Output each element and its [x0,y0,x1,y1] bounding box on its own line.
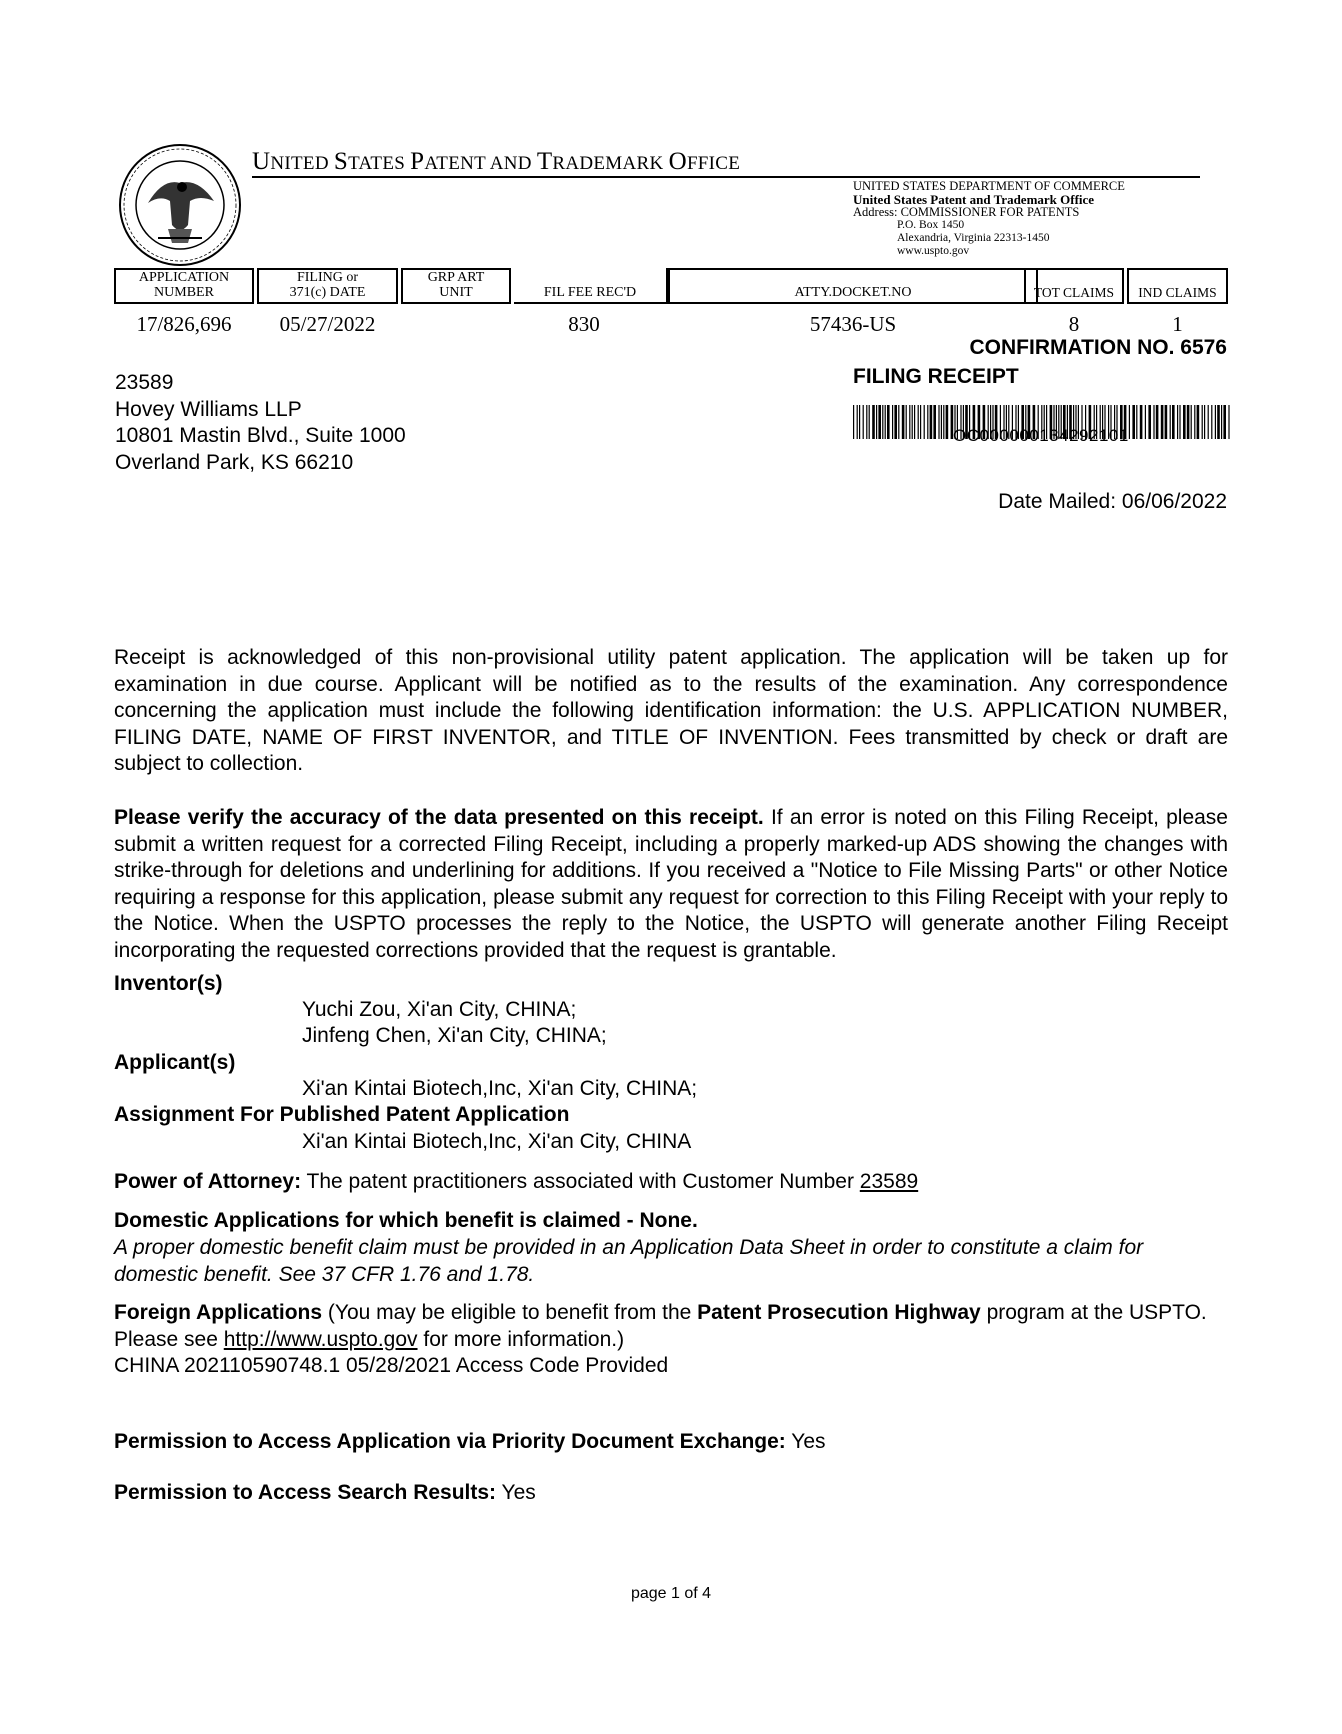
verify-bold: Please verify the accuracy of the data presented on this receipt. [114,806,764,829]
customer-number: 23589 [115,371,174,394]
header-atty-docket: ATTY.DOCKET.NO [668,268,1038,304]
applicant-1: Xi'an Kintai Biotech,Inc, Xi'an City, CHINA; [302,1077,698,1100]
foreign-text-2: program at the USPTO. Please see [114,1301,1207,1351]
header-filing-date: FILING or 371(c) DATE [257,268,398,304]
inventor-2: Jinfeng Chen, Xi'an City, CHINA; [302,1024,607,1047]
foreign-text-1: (You may be eligible to benefit from the [322,1301,698,1324]
city-state-zip: Overland Park, KS 66210 [115,450,354,474]
pde-label: Permission to Access Application via Priority Document Exchange: [114,1430,786,1453]
agency-name: United States Patent and Trademark Office [853,192,1095,207]
assignment-entry: Xi'an Kintai Biotech,Inc, Xi'an City, CHINA [302,1130,692,1153]
inventors-label: Inventor(s) [114,972,223,995]
value-fil-fee: 830 [568,312,600,336]
pde-value: Yes [785,1430,826,1453]
value-atty-docket: 57436-US [809,312,897,336]
foreign-applications [114,1300,1228,1353]
application-header-table [114,268,1228,308]
city-line: Alexandria, Virginia 22313-1450 [897,232,1050,244]
value-filing-date: 05/27/2022 [279,312,376,336]
firm-name: Hovey Williams LLP [115,397,302,421]
pph-label: Patent Prosecution Highway [697,1301,981,1324]
receipt-paragraph: Receipt is acknowledged of this non-provisional utility patent application. The application will be taken up for examination in due course. Applicant will be notified as to the results of the examination. Any correspondence concerning the application must include the following identification information: the U.S. APPLICATION NUMBER, FILING DATE, NAME OF FIRST INVENTOR, and TITLE OF INVENTION. Fees transmitted by check or draft are subject to collection. [114,646,1228,776]
foreign-entry: CHINA 202110590748.1 05/28/2021 Access Code Provided [114,1354,669,1377]
value-tot-claims: 8 [1068,312,1080,336]
search-value: Yes [496,1481,536,1504]
uspto-seal-icon [118,143,242,267]
verify-paragraph [114,805,1228,965]
office-title: UNITED STATES PATENT AND TRADEMARK OFFICE [252,148,741,175]
header-grp-art-unit: GRP ART UNIT [401,268,511,304]
search-results-permission [114,1480,1228,1507]
header-ind-claims: IND CLAIMS [1127,268,1228,304]
page-number: page 1 of 4 [630,1585,712,1602]
filing-receipt-title: FILING RECEIPT [853,365,1019,388]
street-address: 10801 Mastin Blvd., Suite 1000 [115,424,406,447]
assignment-label: Assignment For Published Patent Application [114,1103,570,1126]
inventor-1: Yuchi Zou, Xi'an City, CHINA; [302,998,577,1021]
date-mailed: Date Mailed: 06/06/2022 [998,490,1227,513]
domestic-note: A proper domestic benefit claim must be provided in an Application Data Sheet in order to constitute a claim for domestic benefit. See 37 CFR 1.76 and 1.78. [114,1236,1144,1286]
po-box: P.O. Box 1450 [897,219,965,231]
priority-doc-exchange [114,1429,1228,1456]
poa-label: Power of Attorney: [114,1170,302,1193]
confirmation-number: CONFIRMATION NO. 6576 [969,336,1227,359]
header-application-number: APPLICATION NUMBER [114,268,254,304]
poa-customer-number: 23589 [859,1170,919,1193]
header-fil-fee: FIL FEE REC'D [514,268,668,304]
value-application-number: 17/826,696 [136,312,232,336]
website: www.uspto.gov [897,245,970,257]
barcode-number: OC000000134292101 [953,426,1129,445]
header-rule [252,176,1200,178]
power-of-attorney [114,1169,1228,1196]
domestic-label: Domestic Applications for which benefit is claimed - None. [114,1209,698,1232]
applicants-label: Applicant(s) [114,1051,236,1074]
uspto-link[interactable]: http://www.uspto.gov [223,1327,418,1351]
foreign-text-3: for more information.) [417,1327,625,1351]
department-address-block [853,180,1125,258]
poa-text: The patent practitioners associated with Customer Number [301,1170,860,1193]
dept-name: UNITED STATES DEPARTMENT OF COMMERCE [853,179,1125,193]
foreign-label: Foreign Applications [114,1301,323,1324]
search-label: Permission to Access Search Results: [114,1481,497,1504]
value-ind-claims: 1 [1172,312,1183,336]
correspondence-address [115,370,406,476]
verify-text: If an error is noted on this Filing Receipt, please submit a written request for a corrected Filing Receipt, including a properly marked-up ADS showing the changes with strike-through for deletions and underlining for additions. If you received a "Notice to File Missing Parts" or other Notice requiring a response for this application, please submit any request for correction to this Filing Receipt with your reply to the Notice. When the USPTO processes the reply to the Notice, the USPTO will generate another Filing Receipt incorporating the requested corrections provided that the request is grantable. [114,806,1228,962]
address-line: Address: COMMISSIONER FOR PATENTS [853,205,1080,219]
header-tot-claims: TOT CLAIMS [1024,268,1124,304]
